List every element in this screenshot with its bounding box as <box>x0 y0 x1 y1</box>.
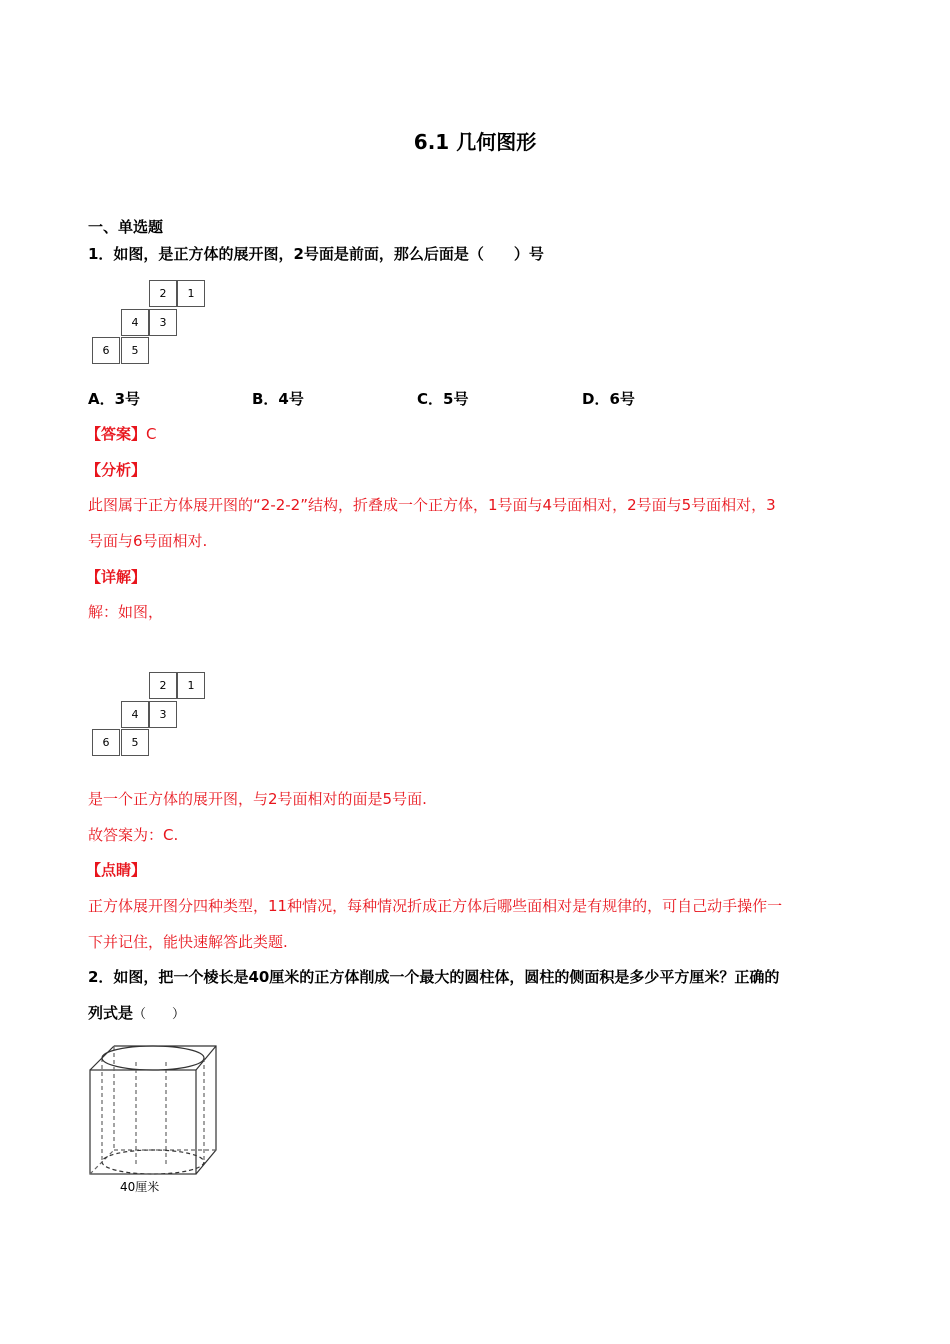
net-face-6: 6 <box>92 337 120 364</box>
answer-line <box>86 423 157 444</box>
cube-cylinder-figure <box>86 1040 226 1200</box>
question-2-stem-text: 列式是 <box>88 1004 134 1022</box>
cube-top-right-edge <box>196 1046 216 1070</box>
option-a[interactable]: A．3号 <box>88 390 141 408</box>
section-heading: 一、单选题 <box>88 218 164 236</box>
detail-intro: 解：如图， <box>88 603 164 621</box>
option-b[interactable]: B．4号 <box>252 390 304 408</box>
comment-line-1: 正方体展开图分四种类型，11种情况，每种情况折成正方体后哪些面相对是有规律的，可自己动手操作一 <box>88 897 783 915</box>
detail-line-2: 故答案为：C. <box>88 826 179 844</box>
option-d[interactable]: D．6号 <box>582 390 635 408</box>
net-face-4: 4 <box>121 701 149 728</box>
net-face-3: 3 <box>149 309 177 336</box>
detail-line-1: 是一个正方体的展开图，与2号面相对的面是5号面. <box>88 790 427 808</box>
comment-line-2: 下并记住，能快速解答此类题. <box>88 933 288 951</box>
question-2-stem-line-1: 2．如图，把一个棱长是40厘米的正方体削成一个最大的圆柱体，圆柱的侧面积是多少平方厘米？正确的 <box>88 968 780 986</box>
page-title: 6.1 几何图形 <box>413 130 537 154</box>
net-face-4: 4 <box>121 309 149 336</box>
cylinder-top-ellipse <box>102 1046 204 1070</box>
comment-tag: 【点睛】 <box>86 861 147 879</box>
net-face-5: 5 <box>121 729 149 756</box>
net-face-1: 1 <box>177 280 205 307</box>
question-1-stem: 1．如图，是正方体的展开图，2号面是前面，那么后面是（ ）号 <box>88 245 544 263</box>
option-c[interactable]: C．5号 <box>417 390 469 408</box>
net-face-2: 2 <box>149 672 177 699</box>
analysis-tag: 【分析】 <box>86 461 147 479</box>
figure-dimension-label: 40厘米 <box>120 1180 160 1194</box>
net-face-1: 1 <box>177 672 205 699</box>
analysis-line-1: 此图属于正方体展开图的“2-2-2”结构，折叠成一个正方体，1号面与4号面相对，2号面与5号面相对，3 <box>88 496 776 514</box>
answer-paren: （ ） <box>133 1007 186 1022</box>
analysis-line-2: 号面与6号面相对. <box>88 532 208 550</box>
answer-value: C <box>146 425 157 443</box>
net-face-5: 5 <box>121 337 149 364</box>
net-face-6: 6 <box>92 729 120 756</box>
net-face-3: 3 <box>149 701 177 728</box>
answer-tag: 【答案】 <box>86 425 147 443</box>
question-2-stem-line-2 <box>88 1002 185 1023</box>
net-face-2: 2 <box>149 280 177 307</box>
detail-tag: 【详解】 <box>86 568 147 586</box>
cylinder-bottom-ellipse <box>102 1150 204 1174</box>
